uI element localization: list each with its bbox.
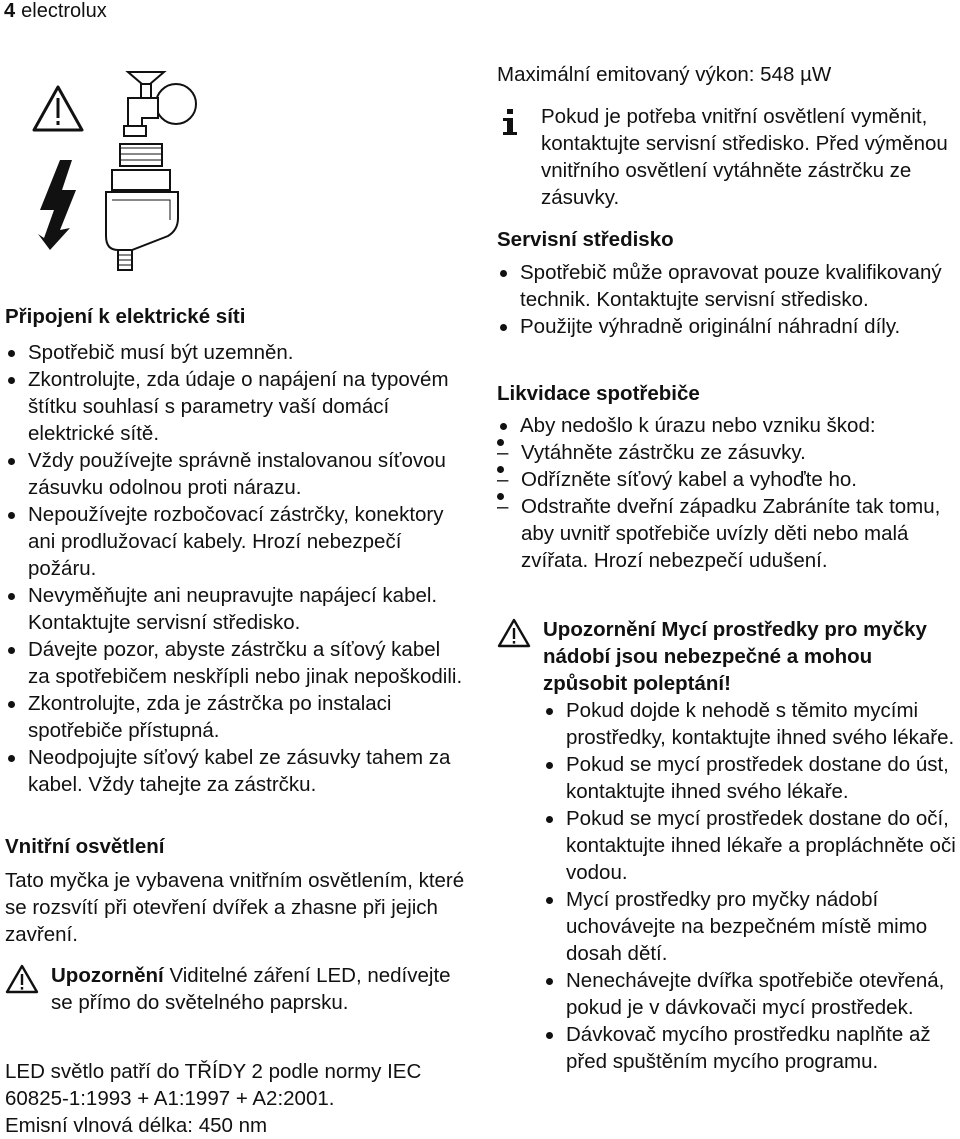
- detergent-warning: [497, 616, 960, 1075]
- info-note: [497, 103, 959, 211]
- warning-text: Viditelné záření LED, nedívejte se přímo do světelného paprsku.: [51, 964, 451, 1014]
- list-item: Dávejte pozor, abyste zástrčku a síťový kabel za spotřebičem neskřípli nebo jinak nepoškodili.: [5, 636, 465, 690]
- disposal-heading: Likvidace spotřebiče: [497, 382, 700, 405]
- list-item: Mycí prostředky pro myčky nádobí uchovávejte na bezpečném místě mimo dosah dětí.: [543, 886, 960, 967]
- list-item: Nevyměňujte ani neupravujte napájecí kabel. Kontaktujte servisní středisko.: [5, 582, 465, 636]
- list-item: Dávkovač mycího prostředku naplňte až před spuštěním mycího programu.: [543, 1021, 960, 1075]
- list-item: Neodpojujte síťový kabel ze zásuvky tahem za kabel. Vždy tahejte za zástrčku.: [5, 744, 465, 798]
- list-item: Použijte výhradně originální náhradní díly.: [497, 313, 959, 340]
- warning-triangle-icon: [497, 618, 531, 648]
- list-item: Pokud se mycí prostředek dostane do očí, kontaktujte ihned lékaře a propláchněte oči vodou.: [543, 805, 960, 886]
- lightning-icon: [38, 160, 76, 250]
- list-subitem: – Vytáhněte zástrčku ze zásuvky.: [497, 439, 959, 466]
- list-item: Spotřebič musí být uzemněn.: [5, 339, 465, 366]
- brand-name: electrolux: [21, 0, 107, 22]
- wavelength-text: Emisní vlnová délka: 450 nm: [5, 1114, 268, 1137]
- list-subitem: – Odstraňte dveřní západku Zabráníte tak tomu, aby uvnitř spotřebiče uvízly děti nebo malá zvířata. Hrozí nebezpečí udušení.: [497, 493, 959, 574]
- list-item: Spotřebič může opravovat pouze kvalifikovaný technik. Kontaktujte servisní středisko.: [497, 259, 959, 313]
- internal-lighting-heading: Vnitřní osvětlení: [5, 835, 165, 858]
- detergent-list: [543, 697, 960, 1075]
- info-text: Pokud je potřeba vnitřní osvětlení vyměnit, kontaktujte servisní středisko. Před výměnou vnitřního osvětlení vytáhněte zástrčku ze zásuvky.: [541, 105, 948, 209]
- max-power-text: Maximální emitovaný výkon: 548 µW: [497, 63, 832, 86]
- warning-label: Upozornění: [51, 964, 164, 987]
- list-item: Nepoužívejte rozbočovací zástrčky, konektory ani prodlužovací kabely. Hrozí nebezpečí požáru.: [5, 501, 465, 582]
- list-subitem: – Odřízněte síťový kabel a vyhoďte ho.: [497, 466, 959, 493]
- page-number: 4: [4, 0, 16, 22]
- list-item: Nenechávejte dvířka spotřebiče otevřená, pokud je v dávkovači mycí prostředek.: [543, 967, 960, 1021]
- list-item: Vždy používejte správně instalovanou síťovou zásuvku odolnou proti nárazu.: [5, 447, 465, 501]
- list-item: Pokud se mycí prostředek dostane do úst, kontaktujte ihned svého lékaře.: [543, 751, 960, 805]
- list-item: [497, 412, 959, 574]
- page-header: [4, 0, 107, 23]
- electrical-list: [5, 339, 465, 798]
- disposal-sublist: [497, 439, 959, 574]
- list-item: Zkontrolujte, zda údaje o napájení na typovém štítku souhlasí s parametry vaší domácí elektrické sítě.: [5, 366, 465, 447]
- electrical-connection-heading: Připojení k elektrické síti: [5, 305, 246, 328]
- service-center-heading: Servisní středisko: [497, 228, 674, 251]
- led-class-text: LED světlo patří do TŘÍDY 2 podle normy IEC 60825-1:1993 + A1:1997 + A2:2001.: [5, 1060, 422, 1110]
- warning-triangle-icon: [5, 964, 39, 994]
- disposal-item-text: Aby nedošlo k úrazu nebo vzniku škod:: [520, 414, 876, 437]
- lighting-description: Tato myčka je vybavena vnitřním osvětlením, které se rozsvítí při otevření dvířek a zhasne při jejich zavření.: [5, 869, 465, 946]
- warning-triangle-icon: [34, 87, 82, 130]
- info-icon: [499, 107, 521, 137]
- list-item: Pokud dojde k nehodě s těmito mycími prostředky, kontaktujte ihned svého lékaře.: [543, 697, 960, 751]
- detergent-warning-title: Upozornění Mycí prostředky pro myčky nádobí jsou nebezpečné a mohou způsobit poleptání!: [543, 618, 927, 695]
- disposal-list: [497, 412, 959, 574]
- list-item: Zkontrolujte, zda je zástrčka po instalaci spotřebiče přístupná.: [5, 690, 465, 744]
- hose-device-icon: [106, 72, 196, 270]
- led-warning: [5, 962, 465, 1016]
- service-list: [497, 259, 959, 340]
- aquacontrol-illustration: [20, 60, 250, 285]
